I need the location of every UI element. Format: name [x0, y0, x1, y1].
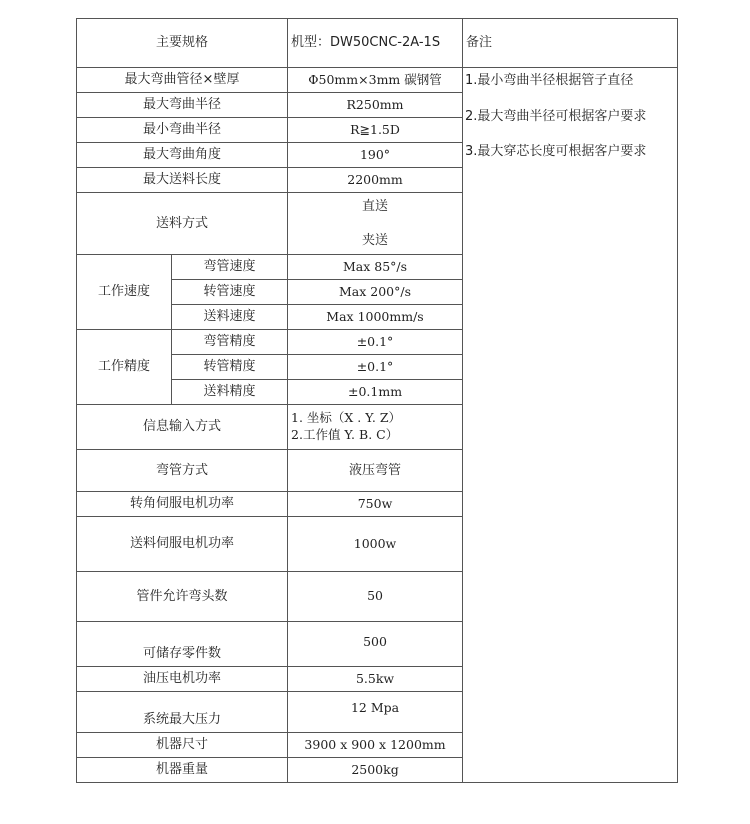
row-label: 可储存零件数 — [77, 622, 288, 667]
row-value: 50 — [288, 572, 463, 622]
note-item: 3.最大穿芯长度可根据客户要求 — [465, 144, 647, 160]
row-label: 最大弯曲角度 — [77, 143, 288, 168]
row-value: R250mm — [288, 93, 463, 118]
row-value: 1000w — [288, 517, 463, 572]
row-label: 机器重量 — [77, 758, 288, 783]
row-label: 最大弯曲管径×壁厚 — [77, 68, 288, 93]
spec-header: 主要规格 — [77, 19, 288, 68]
row-label: 转角伺服电机功率 — [77, 492, 288, 517]
row-value: Max 85°/s — [288, 255, 463, 280]
row-label: 送料精度 — [172, 380, 288, 405]
row-value — [288, 193, 463, 255]
row-value: Max 200°/s — [288, 280, 463, 305]
row-value: 2500kg — [288, 758, 463, 783]
row-value: R≧1.5D — [288, 118, 463, 143]
row-label: 管件允许弯头数 — [77, 572, 288, 622]
row-label: 弯管方式 — [77, 450, 288, 492]
row-label: 油压电机功率 — [77, 667, 288, 692]
row-value: 190° — [288, 143, 463, 168]
row-label: 转管速度 — [172, 280, 288, 305]
row-value: ±0.1° — [288, 330, 463, 355]
row-label: 机器尺寸 — [77, 733, 288, 758]
row-label: 最小弯曲半径 — [77, 118, 288, 143]
note-item: 1.最小弯曲半径根据管子直径 — [465, 73, 634, 88]
table-row — [77, 68, 678, 93]
row-label: 系统最大压力 — [77, 692, 288, 733]
row-value: 750w — [288, 492, 463, 517]
row-value: 3900 x 900 x 1200mm — [288, 733, 463, 758]
row-label: 最大送料长度 — [77, 168, 288, 193]
input-coordinate: 1. 坐标（X . Y. Z） — [291, 410, 402, 426]
feed-mode-straight: 直送 — [362, 198, 389, 214]
row-label: 弯管精度 — [172, 330, 288, 355]
feed-mode-clamp: 夹送 — [362, 232, 389, 248]
row-value — [288, 405, 463, 450]
row-label: 送料速度 — [172, 305, 288, 330]
group-label: 工作速度 — [77, 255, 172, 330]
row-value: 12 Mpa — [288, 692, 463, 733]
row-label: 弯管速度 — [172, 255, 288, 280]
spec-table — [76, 18, 678, 783]
note-item: 2.最大弯曲半径可根据客户要求 — [465, 108, 647, 124]
row-label: 信息输入方式 — [77, 405, 288, 450]
notes-header: 备注 — [463, 19, 678, 68]
row-value: Φ50mm×3mm 碳钢管 — [288, 68, 463, 93]
row-label: 送料伺服电机功率 — [77, 517, 288, 572]
model-header: 机型：DW50CNC-2A-1S — [288, 19, 463, 68]
row-value: 5.5kw — [288, 667, 463, 692]
input-working: 2.工作值 Y. B. C） — [291, 427, 399, 442]
row-value: 500 — [288, 622, 463, 667]
row-label: 转管精度 — [172, 355, 288, 380]
row-value: 液压弯管 — [288, 450, 463, 492]
row-label: 送料方式 — [77, 193, 288, 255]
row-value: ±0.1° — [288, 355, 463, 380]
notes-cell — [463, 68, 678, 783]
row-label: 最大弯曲半径 — [77, 93, 288, 118]
row-value: Max 1000mm/s — [288, 305, 463, 330]
row-value: 2200mm — [288, 168, 463, 193]
header-row — [77, 19, 678, 68]
row-value: ±0.1mm — [288, 380, 463, 405]
group-label: 工作精度 — [77, 330, 172, 405]
